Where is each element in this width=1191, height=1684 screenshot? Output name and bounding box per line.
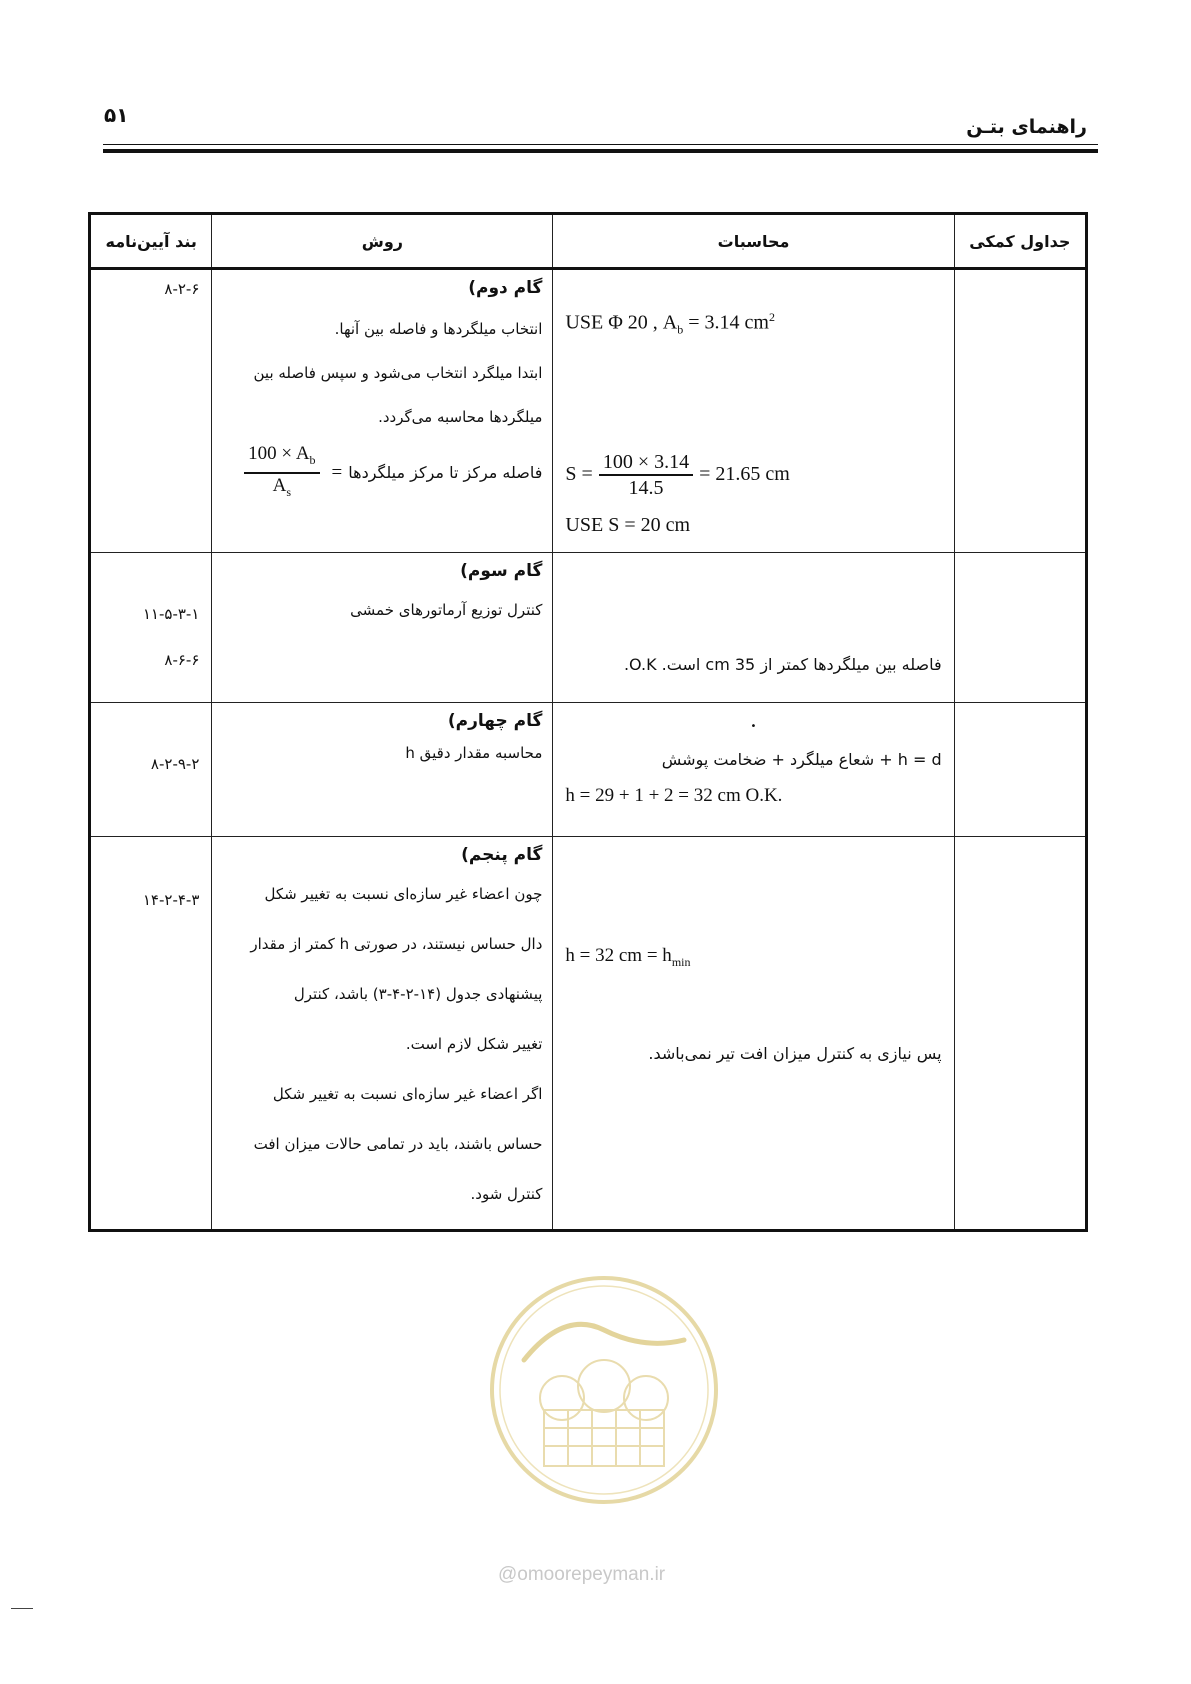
clause-cell [90, 837, 212, 1231]
col-header-aux: جداول کمکی [954, 214, 1086, 269]
method-cell [212, 553, 553, 703]
method-cell [212, 269, 553, 553]
method-line: پیشنهادی جدول (۱۴-۲-۴-۳) باشد، کنترل [293, 985, 543, 1003]
calc-line: h = 29 + 1 + 2 = 32 cm O.K. [565, 785, 783, 806]
method-line: کنترل توزیع آرماتورهای خمشی [350, 601, 543, 619]
col-header-clause: بند آیین‌نامه [90, 214, 212, 269]
book-title: راهنمای بتـن [966, 116, 1087, 138]
clause-ref: ۸-۲-۹-۲ [150, 755, 200, 773]
aux-cell [954, 553, 1086, 703]
header-rule-thin [103, 144, 1098, 145]
table-row-step4 [90, 703, 1087, 837]
step-title: گام چهارم) [447, 711, 543, 731]
calc-dot: • [750, 721, 757, 732]
table-row-step5 [90, 837, 1087, 1231]
calc-cell [553, 553, 954, 703]
method-line: محاسبه مقدار دقیق h [405, 744, 543, 762]
clause-ref: ۸-۶-۶ [164, 651, 200, 669]
calc-line: پس نیازی به کنترل میزان افت تیر نمی‌باشد. [648, 1043, 942, 1063]
page-number: ۵۱ [104, 103, 129, 127]
calc-use-s: USE S = 20 cm [565, 513, 691, 536]
method-line: میلگردها محاسبه می‌گردد. [378, 408, 543, 426]
spacing-formula: فاصله مرکز تا مرکز میلگردها = $\frac{100 \times A_b}{A_s}$ [212, 442, 552, 504]
aux-cell [954, 269, 1086, 553]
method-line: حساس باشند، باید در تمامی حالات میزان افت [253, 1135, 543, 1153]
method-line: دال حساس نیستند، در صورتی h کمتر از مقدار [250, 935, 543, 953]
method-line: انتخاب میلگردها و فاصله بین آنها. [334, 320, 543, 338]
calc-use-phi: USE Φ 20 , $A_b = 3.14$ $cm^2$ [565, 310, 775, 337]
method-line: ابتدا میلگرد انتخاب می‌شود و سپس فاصله بین [253, 364, 543, 382]
method-cell [212, 837, 553, 1231]
step-title: گام سوم) [460, 561, 543, 581]
clause-ref: ۱۱-۵-۳-۱ [142, 605, 200, 623]
calc-table [88, 212, 1088, 1232]
method-line: تغییر شکل لازم است. [405, 1035, 543, 1053]
method-line: کنترل شود. [470, 1185, 543, 1203]
clause-ref: ۸-۲-۶ [164, 280, 200, 298]
calc-line: h = d + شعاع میلگرد + ضخامت پوشش [661, 750, 942, 769]
col-header-calc: محاسبات [553, 214, 954, 269]
margin-dash [11, 1608, 33, 1609]
method-line: چون اعضاء غیر سازه‌ای نسبت به تغییر شکل [264, 885, 543, 903]
seal-logo [484, 1270, 724, 1510]
calc-cell [553, 703, 954, 837]
step-title: گام پنجم) [461, 845, 543, 865]
clause-cell [90, 269, 212, 553]
calc-cell [553, 837, 954, 1231]
method-cell [212, 703, 553, 837]
method-line: اگر اعضاء غیر سازه‌ای نسبت به تغییر شکل [272, 1085, 543, 1103]
table-row-step3 [90, 553, 1087, 703]
calc-spacing: S = $\frac{100 \times 3.14}{14.5}$ = 21.65 cm [565, 450, 790, 499]
clause-cell [90, 703, 212, 837]
table-row-step2 [90, 269, 1087, 553]
clause-cell [90, 553, 212, 703]
aux-cell [954, 703, 1086, 837]
aux-cell [954, 837, 1086, 1231]
header-rule-thick [103, 149, 1098, 153]
table-header-row [90, 214, 1087, 269]
col-header-method: روش [212, 214, 553, 269]
watermark-site: @omoorepeyman.ir [498, 1564, 666, 1585]
clause-ref: ۱۴-۲-۴-۳ [142, 891, 200, 909]
calc-cell [553, 269, 954, 553]
calc-line: h = 32 cm = $h_{min}$ [565, 945, 691, 969]
step-title: گام دوم) [468, 278, 543, 298]
calc-line: فاصله بین میلگردها کمتر از 35 cm است. O.K. [623, 655, 942, 674]
